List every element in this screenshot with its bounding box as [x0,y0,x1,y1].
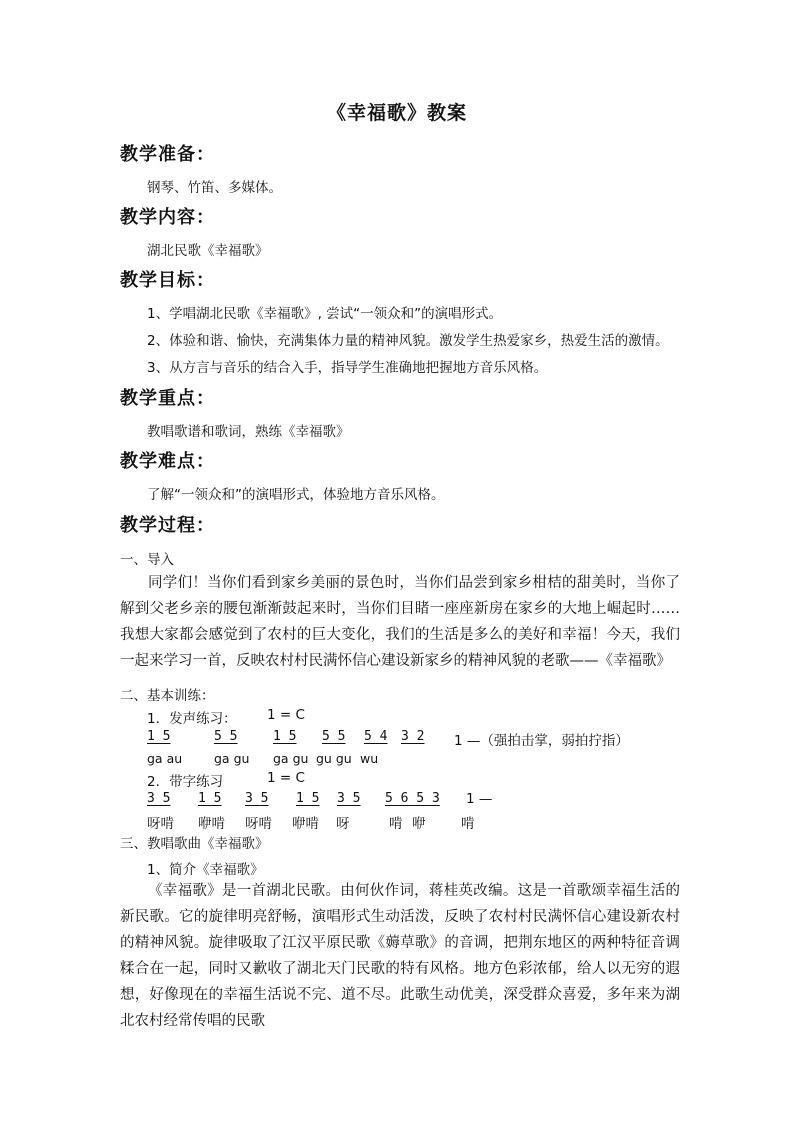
goal-item-1: 1、学唱湖北民歌《幸福歌》, 尝试“一领众和”的演唱形式。 [147,306,503,322]
exercise1-key: 1 = C [267,707,305,723]
goal-item-2: 2、体验和谐、愉快，充满集体力量的精神风貌。激发学生热爱家乡，热爱生活的激情。 [147,333,669,349]
heading-key: 教学重点： [120,388,215,409]
ex2-lyric-5: 呀 [336,816,350,832]
song-intro-subtitle: 1、简介《幸福歌》 [147,862,264,878]
ex1-note-3: 1 5 [273,729,297,744]
ex2-note-3: 3 5 [245,791,269,806]
ex1-ending: 1 —（强拍击掌，弱拍拧指） [454,733,629,749]
ex1-syllable-1: ga au [147,751,183,766]
ex1-note-1: 1 5 [147,729,171,744]
ex2-lyric-8: 啃 [461,816,475,832]
ex2-note-1: 3 5 [147,791,171,806]
difficulty-text: 了解“一领众和”的演唱形式，体验地方音乐风格。 [147,487,445,503]
ex2-lyric-4: 咿啃 [292,816,319,832]
ex2-lyric-1: 呀啃 [147,816,174,832]
prep-text: 钢琴、竹笛、多媒体。 [147,180,282,196]
ex2-lyric-3: 呀啃 [245,816,272,832]
key-text: 教唱歌谱和歌词，熟练《幸福歌》 [147,424,350,440]
ex1-note-4: 5 5 [322,729,346,744]
document-title: 《幸福歌》教案 [326,102,467,124]
goal-item-3: 3、从方言与音乐的结合入手，指导学生准确地把握地方音乐风格。 [147,360,548,376]
ex2-lyric-7: 咿 [412,816,426,832]
song-intro-paragraph: 《幸福歌》是一首湖北民歌。由何伙作词，蒋桂英改编。这是一首歌颂幸福生活的新民歌。它的旋律明亮舒畅，演唱形式生动活泼，反映了农村村民满怀信心建设新农村的精神风貌。旋律吸取了江汉平原民歌《薅草歌》的音调，把荆东地区的两种特征音调糅合在一起，同时又歉收了湖北天门民歌的特有风格。地方色彩浓郁，给人以无穷的遐想，好像现在的幸福生活说不完、道不尽。此歌生动优美，深受群众喜爱，多年来为湖北农村经常传唱的民歌 [120,883,680,1029]
ex1-syllable-5: wu [360,751,379,766]
ex2-lyric-6: 啃 [389,816,403,832]
content-text: 湖北民歌《幸福歌》 [147,243,269,259]
exercise1-label: 1．发声练习： [147,711,237,727]
ex2-ending: 1 — [466,791,493,807]
heading-content: 教学内容： [120,207,215,228]
basic-training-title: 二、基本训练： [120,688,215,704]
song-section-title: 三、教唱歌曲《幸福歌》 [120,836,269,852]
intro-paragraph: 同学们！当你们看到家乡美丽的景色时，当你们品尝到家乡柑桔的甜美时，当你了解到父老乡亲的腰包渐渐鼓起来时，当你们目睹一座座新房在家乡的大地上崛起时……我想大家都会感觉到了农村的巨大变化，我们的生活是多么的美好和幸福！今天，我们一起来学习一首，反映农村村民满怀信心建设新家乡的精神风貌的老歌——《幸福歌》 [120,575,680,669]
ex1-note-5: 5 4 [364,729,388,744]
ex1-syllable-3: ga gu [273,751,309,766]
heading-prep: 教学准备： [120,144,215,165]
ex1-syllable-2: ga gu [214,751,250,766]
heading-process: 教学过程： [120,515,215,536]
ex2-lyric-2: 咿啃 [198,816,225,832]
intro-title: 一、导入 [120,552,174,568]
heading-goals: 教学目标： [120,270,215,291]
heading-difficulty: 教学难点： [120,451,215,472]
ex2-note-2: 1 5 [198,791,222,806]
ex1-note-6: 3 2 [401,729,425,744]
exercise2-label: 2．带字练习 [147,774,224,790]
ex2-note-4: 1 5 [296,791,320,806]
ex1-syllable-4: gu gu [316,751,352,766]
exercise2-key: 1 = C [267,770,305,786]
ex2-note-5: 3 5 [337,791,361,806]
ex2-note-6: 5 6 5 3 [385,791,440,806]
ex1-note-2: 5 5 [214,729,238,744]
